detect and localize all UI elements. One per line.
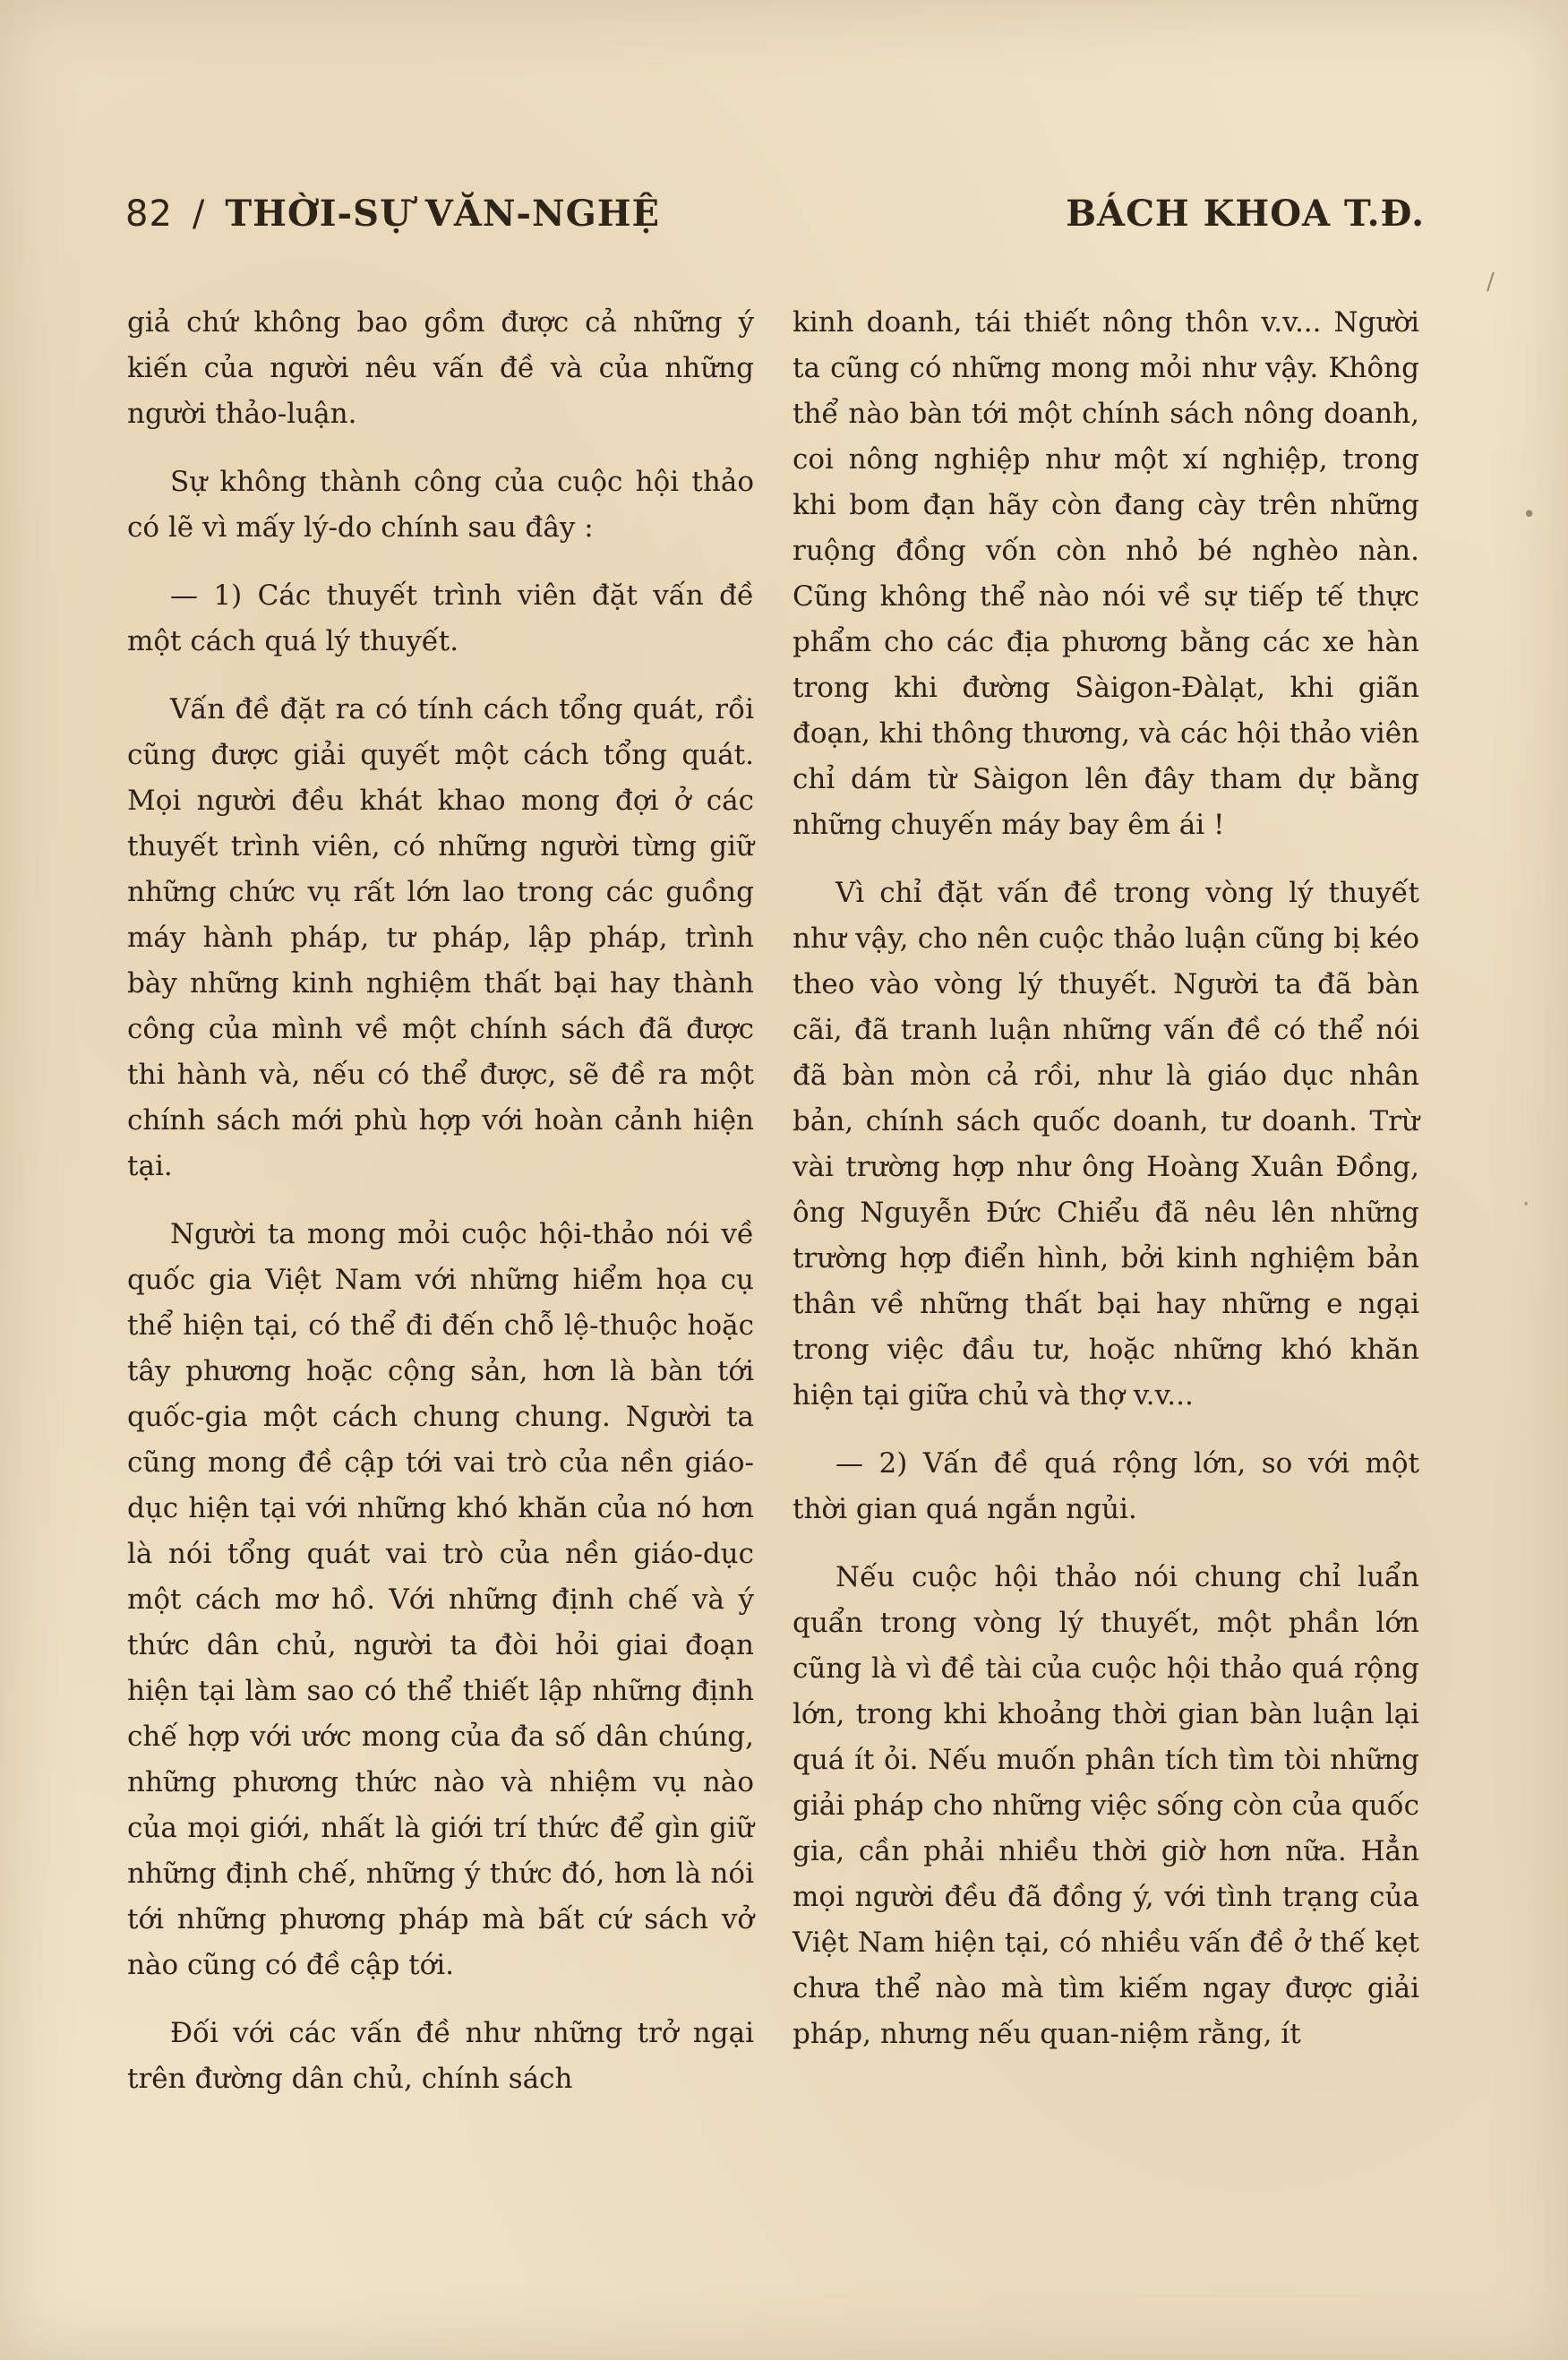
header-left — [125, 193, 660, 235]
paragraph: kinh doanh, tái thiết nông thôn v.v... Người ta cũng có những mong mỏi như vậy. Không thể nào bàn tới một chính sách nông doanh, coi nông nghiệp như một xí nghiệp, trong khi bom đạn hãy còn đang cày trên những ruộng đồng vốn còn nhỏ bé nghèo nàn. Cũng không thể nào nói về sự tiếp tế thực phẩm cho các địa phương bằng các xe hàn trong khi đường Sàigon-Đàlạt, khi giãn đoạn, khi thông thương, và các hội thảo viên chỉ dám từ Sàigon lên đây tham dự bằng những chuyến máy bay êm ái ! — [793, 306, 1419, 841]
paragraph: Đối với các vấn đề như những trở ngại trên đường dân chủ, chính sách — [127, 2017, 754, 2095]
section-heading-1: — 1) Các thuyết trình viên đặt vấn đề một cách quá lý thuyết. — [127, 579, 754, 657]
page-edge-mark: · — [1522, 1191, 1530, 1218]
paragraph: Sự không thành công của cuộc hội thảo có lẽ vì mấy lý-do chính sau đây : — [127, 466, 754, 544]
header-separator: / — [192, 193, 206, 235]
paragraph: Nếu cuộc hội thảo nói chung chỉ luẩn quẩn trong vòng lý thuyết, một phần lớn cũng là vì đề tài của cuộc hội thảo quá rộng lớn, trong khi khoảng thời gian bàn luận lại quá ít ỏi. Nếu muốn phân tích tìm tòi những giải pháp cho những việc sống còn của quốc gia, cần phải nhiều thời giờ hơn nữa. Hẳn mọi người đều đã đồng ý, với tình trạng của Việt Nam hiện tại, có nhiều vấn đề ở thế kẹt chưa thể nào mà tìm kiếm ngay được giải pháp, nhưng nếu quan-niệm rằng, ít — [793, 1561, 1419, 2050]
paragraph: Vấn đề đặt ra có tính cách tổng quát, rồi cũng được giải quyết một cách tổng quát. Mọi người đều khát khao mong đợi ở các thuyết trình viên, có những người từng giữ những chức vụ rất lớn lao trong các guồng máy hành pháp, tư pháp, lập pháp, trình bày những kinh nghiệm thất bại hay thành công của mình về một chính sách đã được thi hành và, nếu có thể được, sẽ đề ra một chính sách mới phù hợp với hoàn cảnh hiện tại. — [127, 693, 754, 1182]
paragraph: Người ta mong mỏi cuộc hội-thảo nói về quốc gia Việt Nam với những hiểm họa cụ thể hiện tại, có thể đi đến chỗ lệ-thuộc hoặc tây phương hoặc cộng sản, hơn là bàn tới quốc-gia một cách chung chung. Người ta cũng mong đề cập tới vai trò của nền giáo-dục hiện tại với những khó khăn của nó hơn là nói tổng quát vai trò của nền giáo-dục một cách mơ hồ. Với những định chế và ý thức dân chủ, người ta đòi hỏi giai đoạn hiện tại làm sao có thể thiết lập những định chế hợp với ước mong của đa số dân chúng, những phương thức nào và nhiệm vụ nào của mọi giới, nhất là giới trí thức để gìn giữ những định chế, những ý thức đó, hơn là nói tới những phương pháp mà bất cứ sách vở nào cũng có đề cập tới. — [127, 1218, 754, 1981]
section-title: THỜI-SỰ VĂN-NGHỆ — [225, 193, 661, 235]
left-column — [127, 300, 754, 2102]
paragraph: giả chứ không bao gồm được cả những ý kiến của người nêu vấn đề và của những người thảo-luận. — [127, 306, 754, 430]
page-edge-mark: / — [1487, 269, 1495, 296]
running-header — [125, 193, 1425, 246]
page-number: 82 — [125, 193, 173, 235]
right-column — [793, 300, 1419, 2057]
publication-title: BÁCH KHOA T.Đ. — [1066, 193, 1425, 235]
section-heading-2: — 2) Vấn đề quá rộng lớn, so với một thời gian quá ngắn ngủi. — [793, 1447, 1419, 1525]
page-edge-mark: • — [1522, 502, 1537, 528]
paragraph: Vì chỉ đặt vấn đề trong vòng lý thuyết như vậy, cho nên cuộc thảo luận cũng bị kéo theo vào vòng lý thuyết. Người ta đã bàn cãi, đã tranh luận những vấn đề có thể nói đã bàn mòn cả rồi, như là giáo dục nhân bản, chính sách quốc doanh, tư doanh. Trừ vài trường hợp như ông Hoàng Xuân Đồng, ông Nguyễn Đức Chiểu đã nêu lên những trường hợp điển hình, bởi kinh nghiệm bản thân về những thất bại hay những e ngại trong việc đầu tư, hoặc những khó khăn hiện tại giữa chủ và thợ v.v... — [793, 877, 1419, 1412]
